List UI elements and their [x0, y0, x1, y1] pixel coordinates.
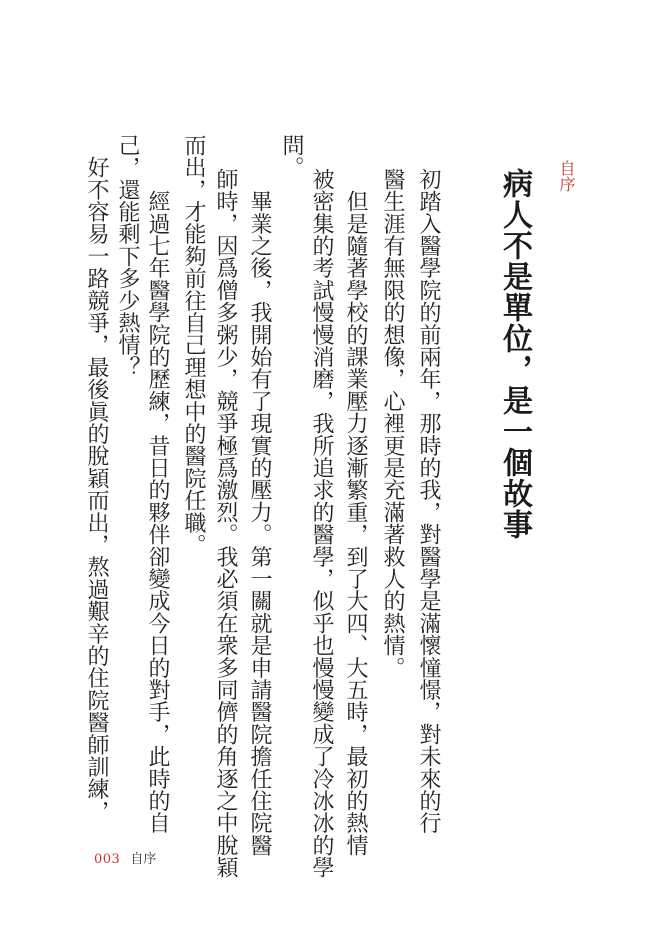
body-line: 被密集的考試慢慢消磨，我所追求的醫學，似乎也慢慢變成了冷冰冰的學 [309, 168, 334, 879]
body-line: 而出，才能夠前往自己理想中的醫院任職。 [181, 134, 206, 556]
page-footer [94, 848, 156, 867]
body-line: 醫生涯有無限的想像，心裡更是充滿著救人的熱情。 [380, 168, 405, 679]
section-label: 自序 [557, 160, 576, 192]
body-line: 己，還能剩下多少熱情？ [115, 134, 140, 379]
body-line: 畢業之後，我開始有了現實的壓力。第一關就是申請醫院擔任住院醫 [247, 168, 272, 857]
running-section-name: 自序 [130, 852, 157, 867]
chapter-title: 病人不是單位，是一個故事 [497, 168, 532, 540]
page-number: 003 [94, 852, 121, 867]
body-line: 經過七年醫學院的歷練，昔日的夥伴卻變成今日的對手，此時的自 [145, 168, 170, 834]
body-line: 好不容易一路競爭，最後眞的脫穎而出，熬過艱辛的住院醫師訓練， [84, 134, 109, 823]
body-line: 初踏入醫學院的前兩年，那時的我，對醫學是滿懷憧憬，對未來的行 [416, 168, 441, 834]
body-line: 問。 [279, 134, 304, 179]
body-line: 但是隨著學校的課業壓力逐漸繁重，到了大四、大五時，最初的熱情 [343, 168, 368, 857]
body-line: 師時，因爲僧多粥少，競爭極爲激烈。我必須在衆多同儕的角逐之中脫穎 [213, 168, 238, 879]
